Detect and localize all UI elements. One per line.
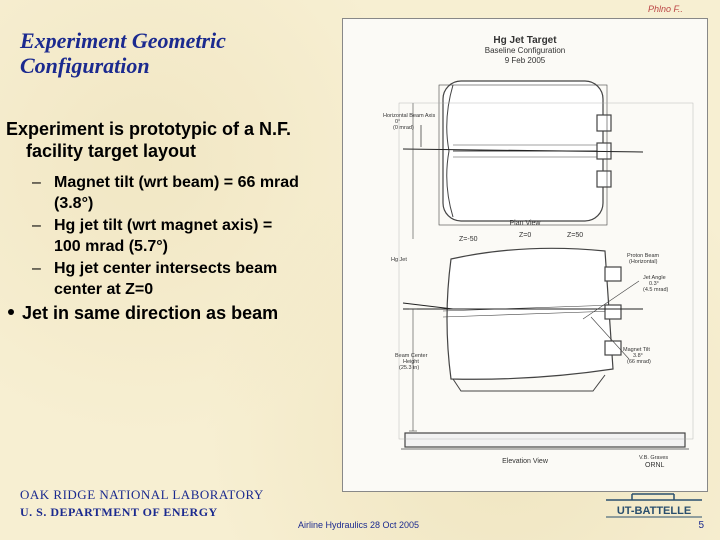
bullet-2-text: Jet in same direction as beam <box>22 303 279 323</box>
drawing-date: 9 Feb 2005 <box>504 56 546 65</box>
hg-jet-label: Hg Jet <box>391 257 407 263</box>
ornl-line-1: OAK RIDGE NATIONAL LABORATORY <box>20 487 264 502</box>
corner-logo-text: Phlno F.. <box>648 4 683 14</box>
bullet-1 <box>6 118 341 162</box>
credit-name: V.B. Graves <box>639 455 669 461</box>
credit-org: ORNL <box>645 462 665 469</box>
sub-bullet-3-line-1: Hg jet center intersects beam <box>54 260 278 277</box>
dash-marker: – <box>32 260 41 277</box>
beam-height-sub: Height <box>403 359 419 365</box>
proton-beam-axis-angle: 0° <box>395 119 401 125</box>
dash-marker: – <box>32 217 41 234</box>
ornl-line-2: U. S. DEPARTMENT OF ENERGY <box>20 505 218 519</box>
title-line-2: Configuration <box>20 53 150 78</box>
bullet-dot-icon <box>8 309 14 315</box>
bullet-1-line-2: facility target layout <box>26 141 197 161</box>
bullet-2 <box>6 303 278 324</box>
dash-marker: – <box>32 174 41 191</box>
drawing-svg <box>343 19 707 491</box>
sub-bullet-3 <box>6 258 341 300</box>
sub-bullet-3-line-2: center at Z=0 <box>54 281 154 298</box>
drawing-title: Hg Jet Target <box>493 35 557 46</box>
sub-bullet-list <box>6 172 341 300</box>
proton-beam-axis-label: Horizontal Beam Axis <box>383 113 436 119</box>
sub-bullet-2-line-2: 100 mrad (5.7°) <box>54 238 169 255</box>
z-plus-label: Z=50 <box>567 232 584 239</box>
proton-beam-right-sub: (Horizontal) <box>629 259 658 265</box>
jet-angle-label: Jet Angle <box>643 275 666 281</box>
magnet-tilt-mrad: (66 mrad) <box>627 359 651 365</box>
magnet-tilt-deg: 3.8° <box>633 353 643 359</box>
beam-height-label: Beam Center <box>395 353 428 359</box>
page-number: 5 <box>698 520 704 531</box>
ut-battelle-text: UT-BATTELLE <box>616 505 692 517</box>
drawing-subtitle: Baseline Configuration <box>484 46 566 55</box>
elevation-view-label: Elevation View <box>502 458 548 465</box>
z-minus-label: Z=-50 <box>459 236 478 243</box>
slide-title <box>20 28 340 78</box>
sub-bullet-1 <box>6 172 341 214</box>
title-line-1: Experiment Geometric <box>20 28 226 53</box>
plan-view-label: Plan View <box>509 220 541 227</box>
beam-height-value: (25.3 in) <box>399 365 420 371</box>
proton-beam-right-label: Proton Beam <box>627 253 660 259</box>
ornl-logo <box>20 487 264 520</box>
sub-bullet-1-line-1: Magnet tilt (wrt beam) = 66 mrad <box>54 174 299 191</box>
bullet-list <box>6 118 341 301</box>
sub-bullet-1-line-2: (3.8°) <box>54 195 94 212</box>
sub-bullet-2 <box>6 215 341 257</box>
bullet-1-line-1: Experiment is prototypic of a N.F. <box>6 119 292 139</box>
jet-angle-deg: 0.3° <box>649 281 659 287</box>
proton-beam-axis-mrad: (0 mrad) <box>393 125 414 131</box>
sub-bullet-2-line-1: Hg jet tilt (wrt magnet axis) = <box>54 217 273 234</box>
z-zero-label: Z=0 <box>519 232 532 239</box>
magnet-tilt-label: Magnet Tilt <box>623 347 650 353</box>
engineering-drawing <box>342 18 708 492</box>
jet-angle-mrad: (4.5 mrad) <box>643 287 669 293</box>
ut-battelle-logo <box>604 492 704 520</box>
plan-view <box>403 81 643 239</box>
footer-note: Airline Hydraulics 28 Oct 2005 <box>298 520 420 530</box>
